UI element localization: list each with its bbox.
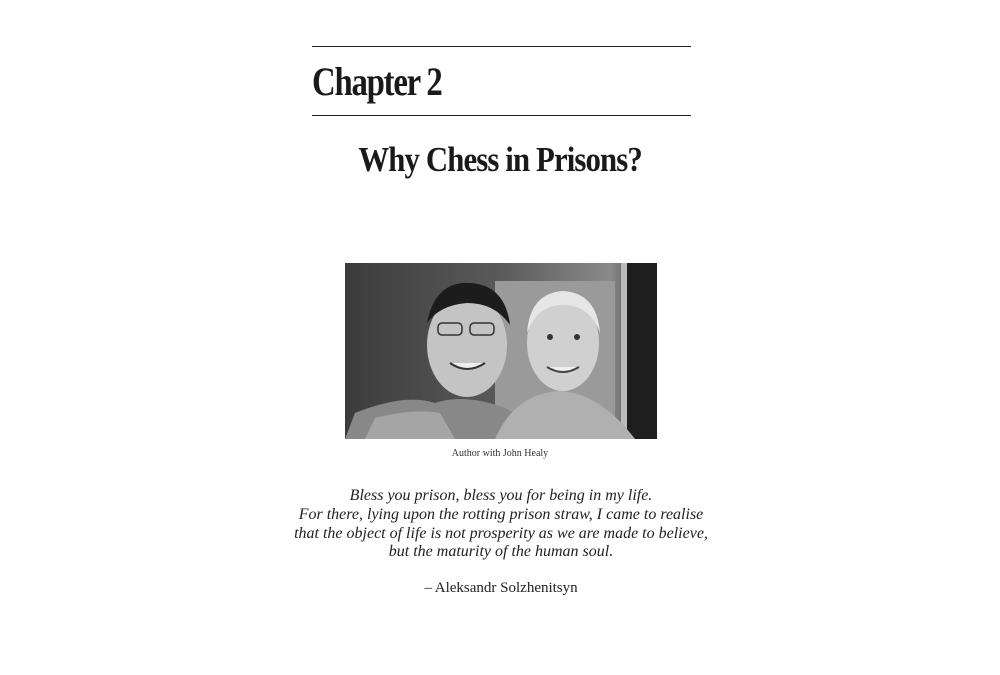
author-photo <box>345 263 657 439</box>
epigraph-line: but the maturity of the human soul. <box>388 543 614 561</box>
epigraph-line: that the object of life is not prosperity as we are made to believe, <box>294 524 708 542</box>
top-rule <box>312 46 691 47</box>
chapter-number: Chapter 2 <box>312 59 442 104</box>
chapter-title <box>0 140 1000 180</box>
epigraph-attribution: – Aleksandr Solzhenitsyn <box>424 580 578 596</box>
epigraph-line: Bless you prison, bless you for being in my life. <box>349 487 653 504</box>
photo-caption: Author with John Healy <box>451 448 549 459</box>
epigraph-line: For there, lying upon the rotting prison straw, I came to realise <box>298 505 704 523</box>
chapter-title-text: Why Chess in Prisons? <box>358 140 642 179</box>
epigraph-quote <box>0 487 1000 562</box>
bottom-rule <box>312 115 691 116</box>
